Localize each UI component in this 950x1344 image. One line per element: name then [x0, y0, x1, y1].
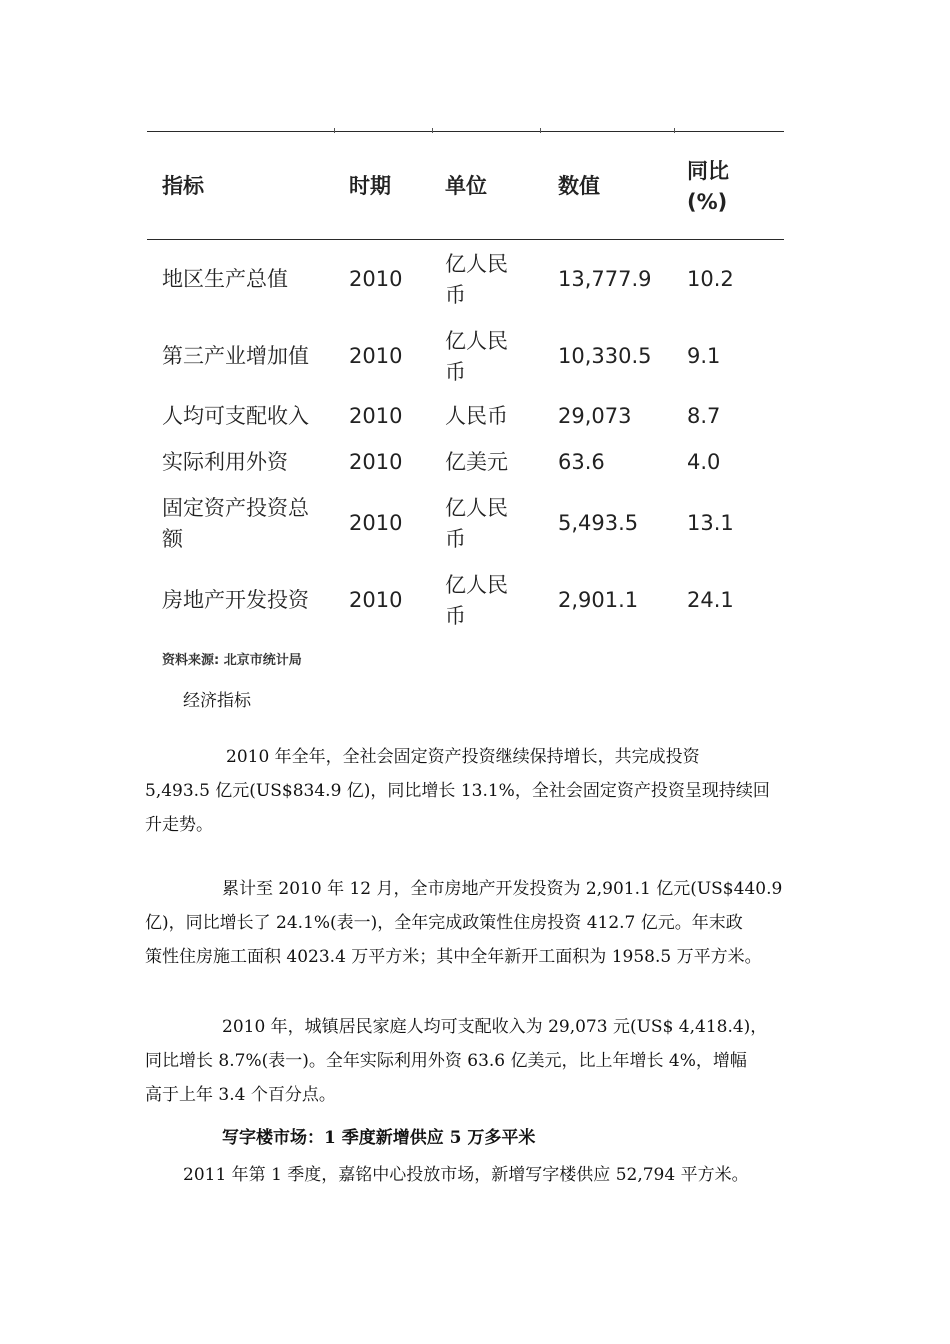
- cell-indicator-line: 固定资产投资总: [162, 496, 309, 520]
- header-indicator: 指标: [162, 174, 204, 198]
- cell-unit: [445, 249, 529, 311]
- cell-unit-line: 亿人民: [445, 329, 508, 353]
- cell-unit-line: 亿人民: [445, 252, 508, 276]
- column-divider-tick: [432, 128, 433, 133]
- cell-period: 2010: [349, 511, 403, 535]
- cell-yoy: 8.7: [687, 404, 721, 428]
- cell-period: 2010: [349, 404, 403, 428]
- paragraph-line: 2010 年，城镇居民家庭人均可支配收入为 29,073 元(US$ 4,418.4)，: [222, 1017, 768, 1037]
- paragraph-line: 累计至 2010 年 12 月，全市房地产开发投资为 2,901.1 亿元(US$440.9: [222, 879, 783, 899]
- paragraph-line: 5,493.5 亿元(US$834.9 亿)，同比增长 13.1%，全社会固定资产投资呈现持续回: [145, 781, 770, 801]
- section-heading-office-market: 写字楼市场：1 季度新增供应 5 万多平米: [222, 1128, 536, 1148]
- cell-indicator-line: 额: [162, 527, 183, 551]
- cell-unit-line: 币: [445, 604, 466, 628]
- column-divider-tick: [334, 128, 335, 133]
- cell-unit: 人民币: [445, 404, 508, 428]
- cell-period: 2010: [349, 344, 403, 368]
- cell-unit: 亿美元: [445, 450, 508, 474]
- cell-unit-line: 币: [445, 360, 466, 384]
- paragraph-income-and-fdi: [145, 1010, 810, 1112]
- paragraph-fixed-asset-investment: [145, 740, 810, 842]
- paragraph-office-supply: 2011 年第 1 季度，嘉铭中心投放市场，新增写字楼供应 52,794 平方米。: [183, 1165, 749, 1185]
- cell-value: 5,493.5: [558, 511, 639, 535]
- cell-indicator: [162, 493, 337, 555]
- cell-value: 2,901.1: [558, 588, 639, 612]
- table-header-rule: [147, 239, 784, 240]
- cell-unit-line: 币: [445, 283, 466, 307]
- cell-unit: [445, 326, 529, 388]
- paragraph-line: 2010 年全年，全社会固定资产投资继续保持增长，共完成投资: [226, 747, 700, 767]
- cell-yoy: 4.0: [687, 450, 721, 474]
- cell-unit: [445, 493, 529, 555]
- cell-value: 13,777.9: [558, 267, 652, 291]
- cell-indicator: 房地产开发投资: [162, 588, 309, 612]
- column-divider-tick: [674, 128, 675, 133]
- paragraph-line: 升走势。: [145, 815, 213, 835]
- paragraph-line: 高于上年 3.4 个百分点。: [145, 1085, 336, 1105]
- header-unit: 单位: [445, 174, 487, 198]
- paragraph-line: 策性住房施工面积 4023.4 万平方米；其中全年新开工面积为 1958.5 万平方米。: [145, 947, 762, 967]
- cell-indicator: 实际利用外资: [162, 450, 288, 474]
- cell-unit-line: 币: [445, 527, 466, 551]
- cell-indicator: 地区生产总值: [162, 267, 288, 291]
- column-divider-tick: [540, 128, 541, 133]
- cell-value: 29,073: [558, 404, 632, 428]
- cell-yoy: 24.1: [687, 588, 734, 612]
- cell-yoy: 9.1: [687, 344, 721, 368]
- paragraph-line: 同比增长 8.7%(表一)。全年实际利用外资 63.6 亿美元，比上年增长 4%，增幅: [145, 1051, 747, 1071]
- header-yoy-line2: (%): [687, 190, 728, 214]
- table-caption: 经济指标: [183, 691, 251, 711]
- cell-value: 10,330.5: [558, 344, 652, 368]
- table-source-note: 资料来源: 北京市统计局: [162, 653, 302, 668]
- cell-unit-line: 亿人民: [445, 496, 508, 520]
- cell-indicator: 第三产业增加值: [162, 344, 309, 368]
- header-period: 时期: [349, 174, 391, 198]
- cell-indicator: 人均可支配收入: [162, 404, 309, 428]
- cell-yoy: 13.1: [687, 511, 734, 535]
- header-yoy-line1: 同比: [687, 159, 729, 183]
- cell-unit: [445, 570, 529, 632]
- table-top-rule: [147, 131, 784, 132]
- header-value: 数值: [558, 174, 600, 198]
- cell-period: 2010: [349, 267, 403, 291]
- cell-period: 2010: [349, 450, 403, 474]
- cell-value: 63.6: [558, 450, 605, 474]
- paragraph-line: 亿)，同比增长了 24.1%(表一)，全年完成政策性住房投资 412.7 亿元。年末政: [145, 913, 743, 933]
- header-yoy: [687, 156, 767, 218]
- paragraph-real-estate-investment: [145, 872, 810, 974]
- cell-yoy: 10.2: [687, 267, 734, 291]
- cell-period: 2010: [349, 588, 403, 612]
- cell-unit-line: 亿人民: [445, 573, 508, 597]
